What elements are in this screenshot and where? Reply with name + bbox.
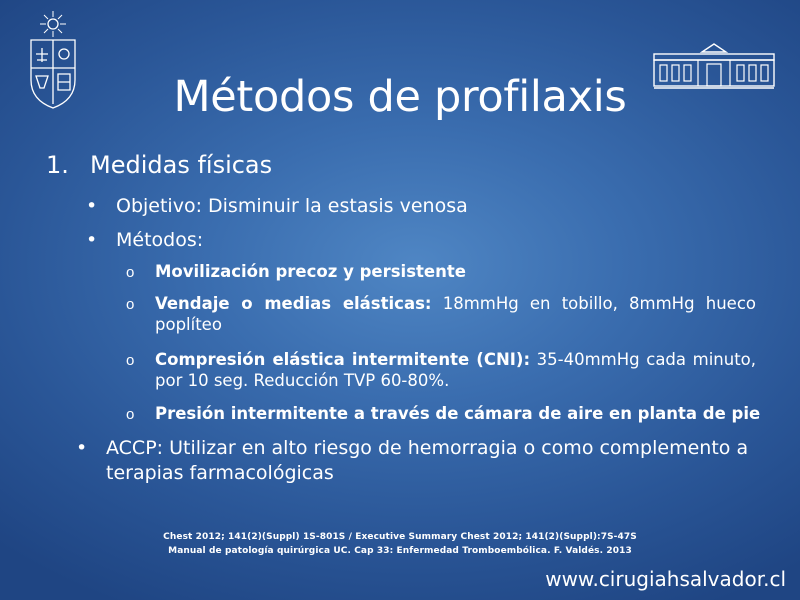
method-title: Vendaje o medias elásticas: [155,294,432,313]
method-item [126,403,761,424]
reference-line: Chest 2012; 141(2)(Suppl) 1S-801S / Executive Summary Chest 2012; 141(2)(Suppl):7S-47S [163,532,637,542]
method-title: Presión intermitente a través de cámara de aire en planta de pie [155,404,761,423]
sub-bullet-marker: o [126,406,135,423]
bullet-text: Objetivo: Disminuir la estasis venosa [116,195,468,217]
method-item [126,293,756,335]
method-title: Movilización precoz y persistente [155,262,466,281]
footer-url: www.cirugiahsalvador.cl [545,567,786,591]
method-detail: 18mmHg en tobillo, 8mmHg hueco poplíteo [155,294,756,334]
section-heading [46,149,272,181]
section-number: 1. [46,151,69,179]
method-detail: 35-40mmHg cada minuto, por 10 seg. Reducción TVP 60-80%. [155,350,757,390]
sub-bullet-marker: o [126,296,135,313]
hospital-building-icon [652,42,776,90]
bullet-marker: • [86,195,98,217]
university-crest-icon [24,10,82,110]
method-item [126,261,756,282]
sub-bullet-marker: o [126,264,135,281]
reference-line: Manual de patología quirúrgica UC. Cap 33: Enfermedad Tromboembólica. F. Valdés. 2013 [168,546,632,556]
method-title: Compresión elástica intermitente (CNI): [155,350,531,369]
slide-title: Métodos de profilaxis [173,71,627,122]
accp-text: ACCP: Utilizar en alto riesgo de hemorragia o como complemento a terapias farmacológicas [106,437,749,484]
sub-bullet-marker: o [126,352,135,369]
method-item [126,349,756,391]
bullet-marker: • [86,229,98,251]
bullet-marker: • [76,437,88,459]
section-label: Medidas físicas [90,151,273,179]
bullet-text: Métodos: [116,229,204,251]
